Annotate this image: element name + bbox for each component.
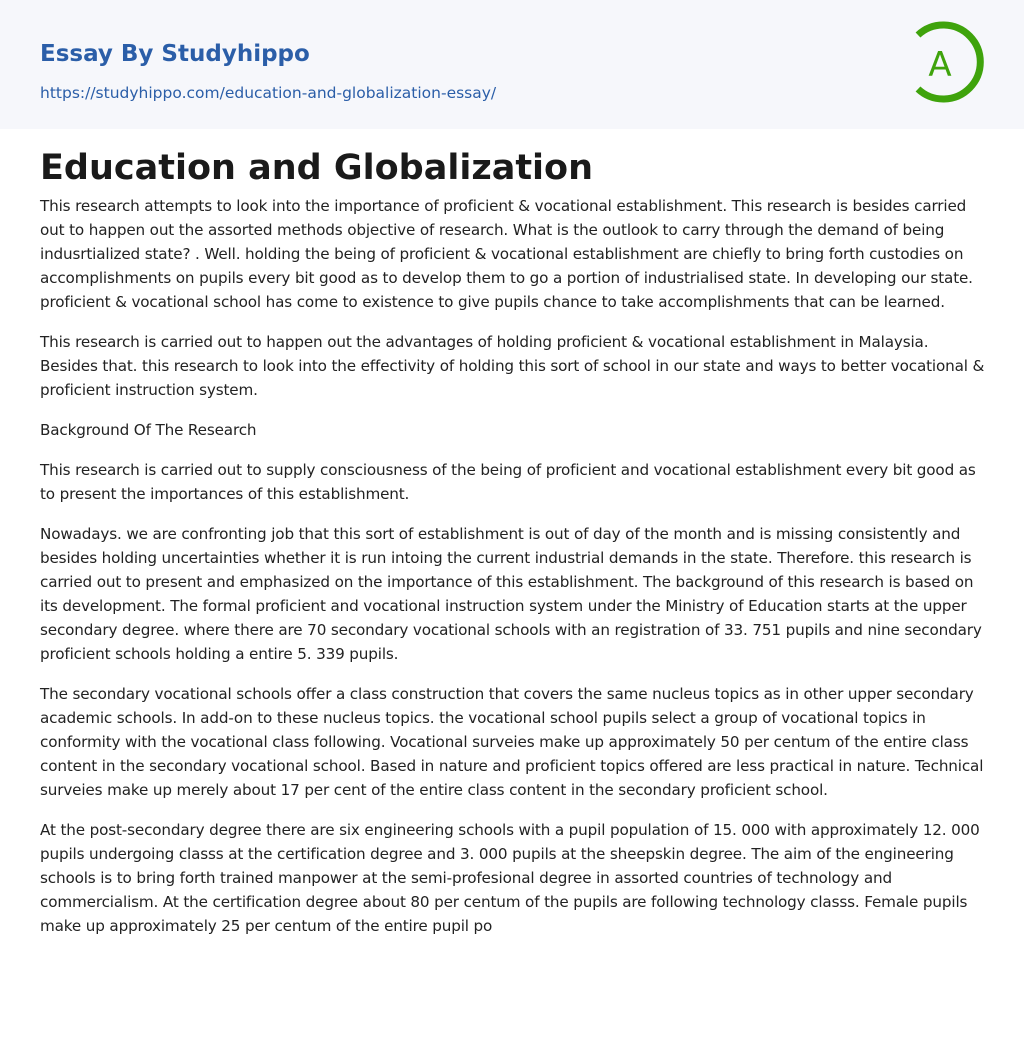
essay-url-link[interactable]: https://studyhippo.com/education-and-globalization-essay/ (40, 84, 497, 102)
paragraph: This research is carried out to supply consciousness of the being of proficient and vocational establishment every bit good as to present the importances of this establishment. (40, 461, 976, 503)
paragraph: This research attempts to look into the importance of proficient & vocational establishment. This research is besides carried out to happen out the assorted methods objective of research. What is the outlook to carry through the demand of being indusrtialized state? . Well. holding the being of proficient & vocational establishment are chiefly to bring forth custodies on accomplishments on pupils every bit good as to develop them to go a portion of industrialised state. In developing our state. proficient & vocational school has come to existence to give pupils chance to take accomplishments that can be learned. (40, 197, 973, 311)
paragraph: Nowadays. we are confronting job that this sort of establishment is out of day of the month and is missing consistently and besides holding uncertainties whether it is run intoing the current industrial demands in the state. Therefore. this research is carried out to present and emphasized on the importance of this establishment. The background of this research is based on its development. The formal proficient and vocational instruction system under the Ministry of Education starts at the upper secondary degree. where there are 70 secondary vocational schools with an registration of 33. 751 pupils and nine secondary proficient schools holding a entire 5. 339 pupils. (40, 525, 982, 663)
studyhippo-logo-icon[interactable] (912, 18, 988, 106)
logo-letter: A (928, 45, 952, 85)
section-heading: Background Of The Research (40, 421, 257, 439)
essay-body (40, 194, 986, 954)
essay-title: Education and Globalization (40, 148, 594, 188)
paragraph: This research is carried out to happen out the advantages of holding proficient & vocational establishment in Malaysia. Besides that. this research to look into the effectivity of holding this sort of school in our state and ways to better vocational & proficient instruction system. (40, 333, 985, 399)
paragraph: At the post-secondary degree there are six engineering schools with a pupil population of 15. 000 with approximately 12. 000 pupils undergoing classs at the certification degree and 3. 000 pupils at the sheepskin degree. The aim of the engineering schools is to bring forth trained manpower at the semi-profesional degree in assorted countries of technology and commercialism. At the certification degree about 80 per centum of the pupils are following technology classs. Female pupils make up approximately 25 per centum of the entire pupil po (40, 821, 980, 935)
paragraph: The secondary vocational schools offer a class construction that covers the same nucleus topics as in other upper secondary academic schools. In add-on to these nucleus topics. the vocational school pupils select a group of vocational topics in conformity with the vocational class following. Vocational surveies make up approximately 50 per centum of the entire class content in the secondary vocational school. Based in nature and proficient topics offered are less practical in nature. Technical surveies make up merely about 17 per cent of the entire class content in the secondary proficient school. (40, 685, 984, 799)
site-brand[interactable]: Essay By Studyhippo (40, 41, 310, 67)
